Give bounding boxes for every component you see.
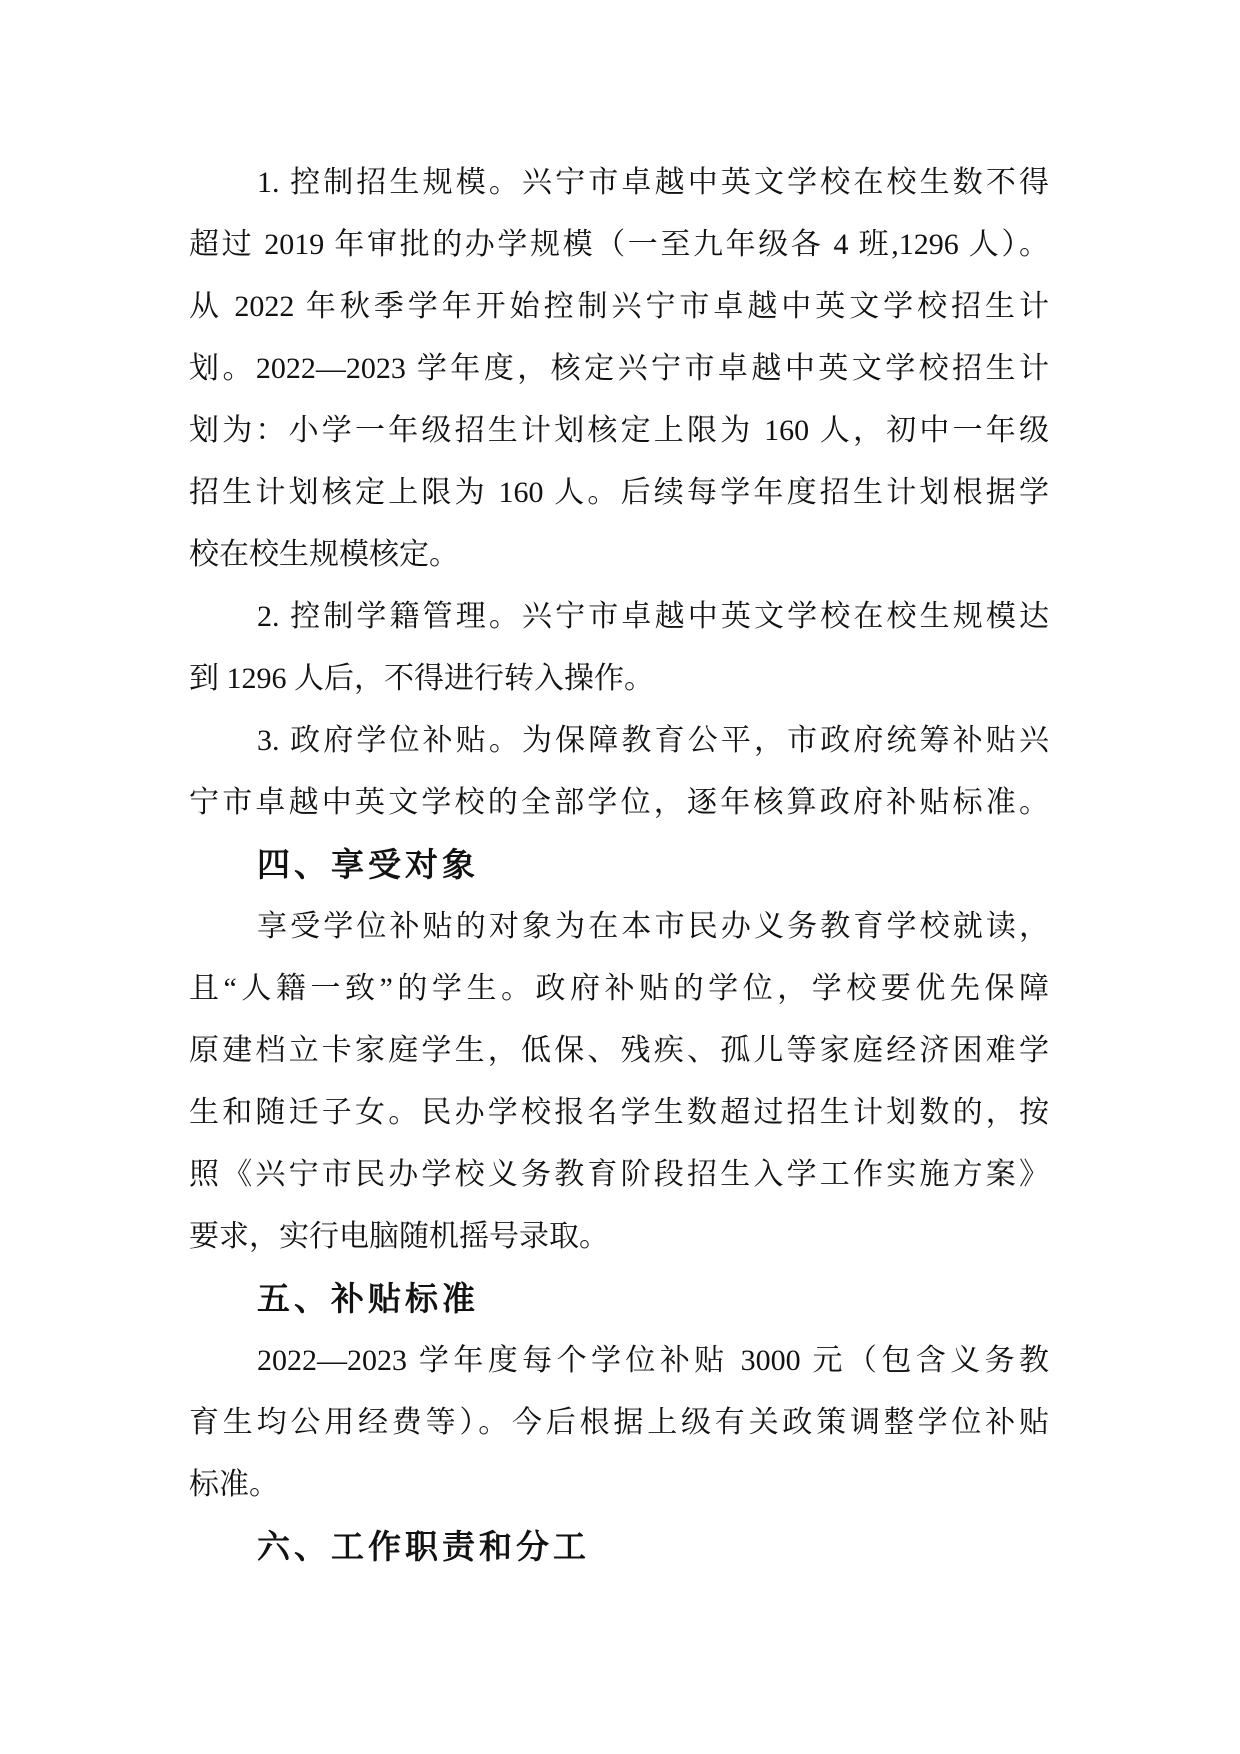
section-heading-4: 四、享受对象 <box>257 846 479 883</box>
body-line: 要求，实行电脑随机摇号录取。 <box>189 1220 609 1253</box>
body-line: 2. 控制学籍管理。兴宁市卓越中英文学校在校生规模达 <box>257 600 1049 633</box>
body-line: 标准。 <box>189 1468 279 1501</box>
body-line: 超过 2019 年审批的办学规模（一至九年级各 4 班,1296 人）。 <box>189 228 1049 261</box>
body-line: 从 2022 年秋季学年开始控制兴宁市卓越中英文学校招生计 <box>189 290 1049 323</box>
body-line: 照《兴宁市民办学校义务教育阶段招生入学工作实施方案》 <box>189 1158 1049 1191</box>
body-line: 划为：小学一年级招生计划核定上限为 160 人，初中一年级 <box>189 414 1049 447</box>
body-line: 招生计划核定上限为 160 人。后续每学年度招生计划根据学 <box>189 476 1049 509</box>
section-heading-6: 六、工作职责和分工 <box>257 1528 590 1565</box>
body-line: 享受学位补贴的对象为在本市民办义务教育学校就读， <box>257 910 1049 943</box>
section-heading-5: 五、补贴标准 <box>257 1280 479 1317</box>
body-line: 3. 政府学位补贴。为保障教育公平，市政府统筹补贴兴 <box>257 724 1049 757</box>
body-line: 生和随迁子女。民办学校报名学生数超过招生计划数的，按 <box>189 1096 1049 1129</box>
body-line: 原建档立卡家庭学生，低保、残疾、孤儿等家庭经济困难学 <box>189 1034 1049 1067</box>
body-line: 宁市卓越中英文学校的全部学位，逐年核算政府补贴标准。 <box>189 786 1049 819</box>
body-line: 1. 控制招生规模。兴宁市卓越中英文学校在校生数不得 <box>257 166 1049 199</box>
document-text-block <box>189 152 1049 1578</box>
body-line: 且“人籍一致”的学生。政府补贴的学位，学校要优先保障 <box>189 972 1049 1005</box>
body-line: 育生均公用经费等）。今后根据上级有关政策调整学位补贴 <box>189 1406 1049 1439</box>
body-line: 到 1296 人后，不得进行转入操作。 <box>189 662 654 695</box>
body-line: 校在校生规模核定。 <box>189 538 459 571</box>
body-line: 2022—2023 学年度每个学位补贴 3000 元（包含义务教 <box>257 1344 1049 1377</box>
body-line: 划。2022—2023 学年度，核定兴宁市卓越中英文学校招生计 <box>189 352 1049 385</box>
